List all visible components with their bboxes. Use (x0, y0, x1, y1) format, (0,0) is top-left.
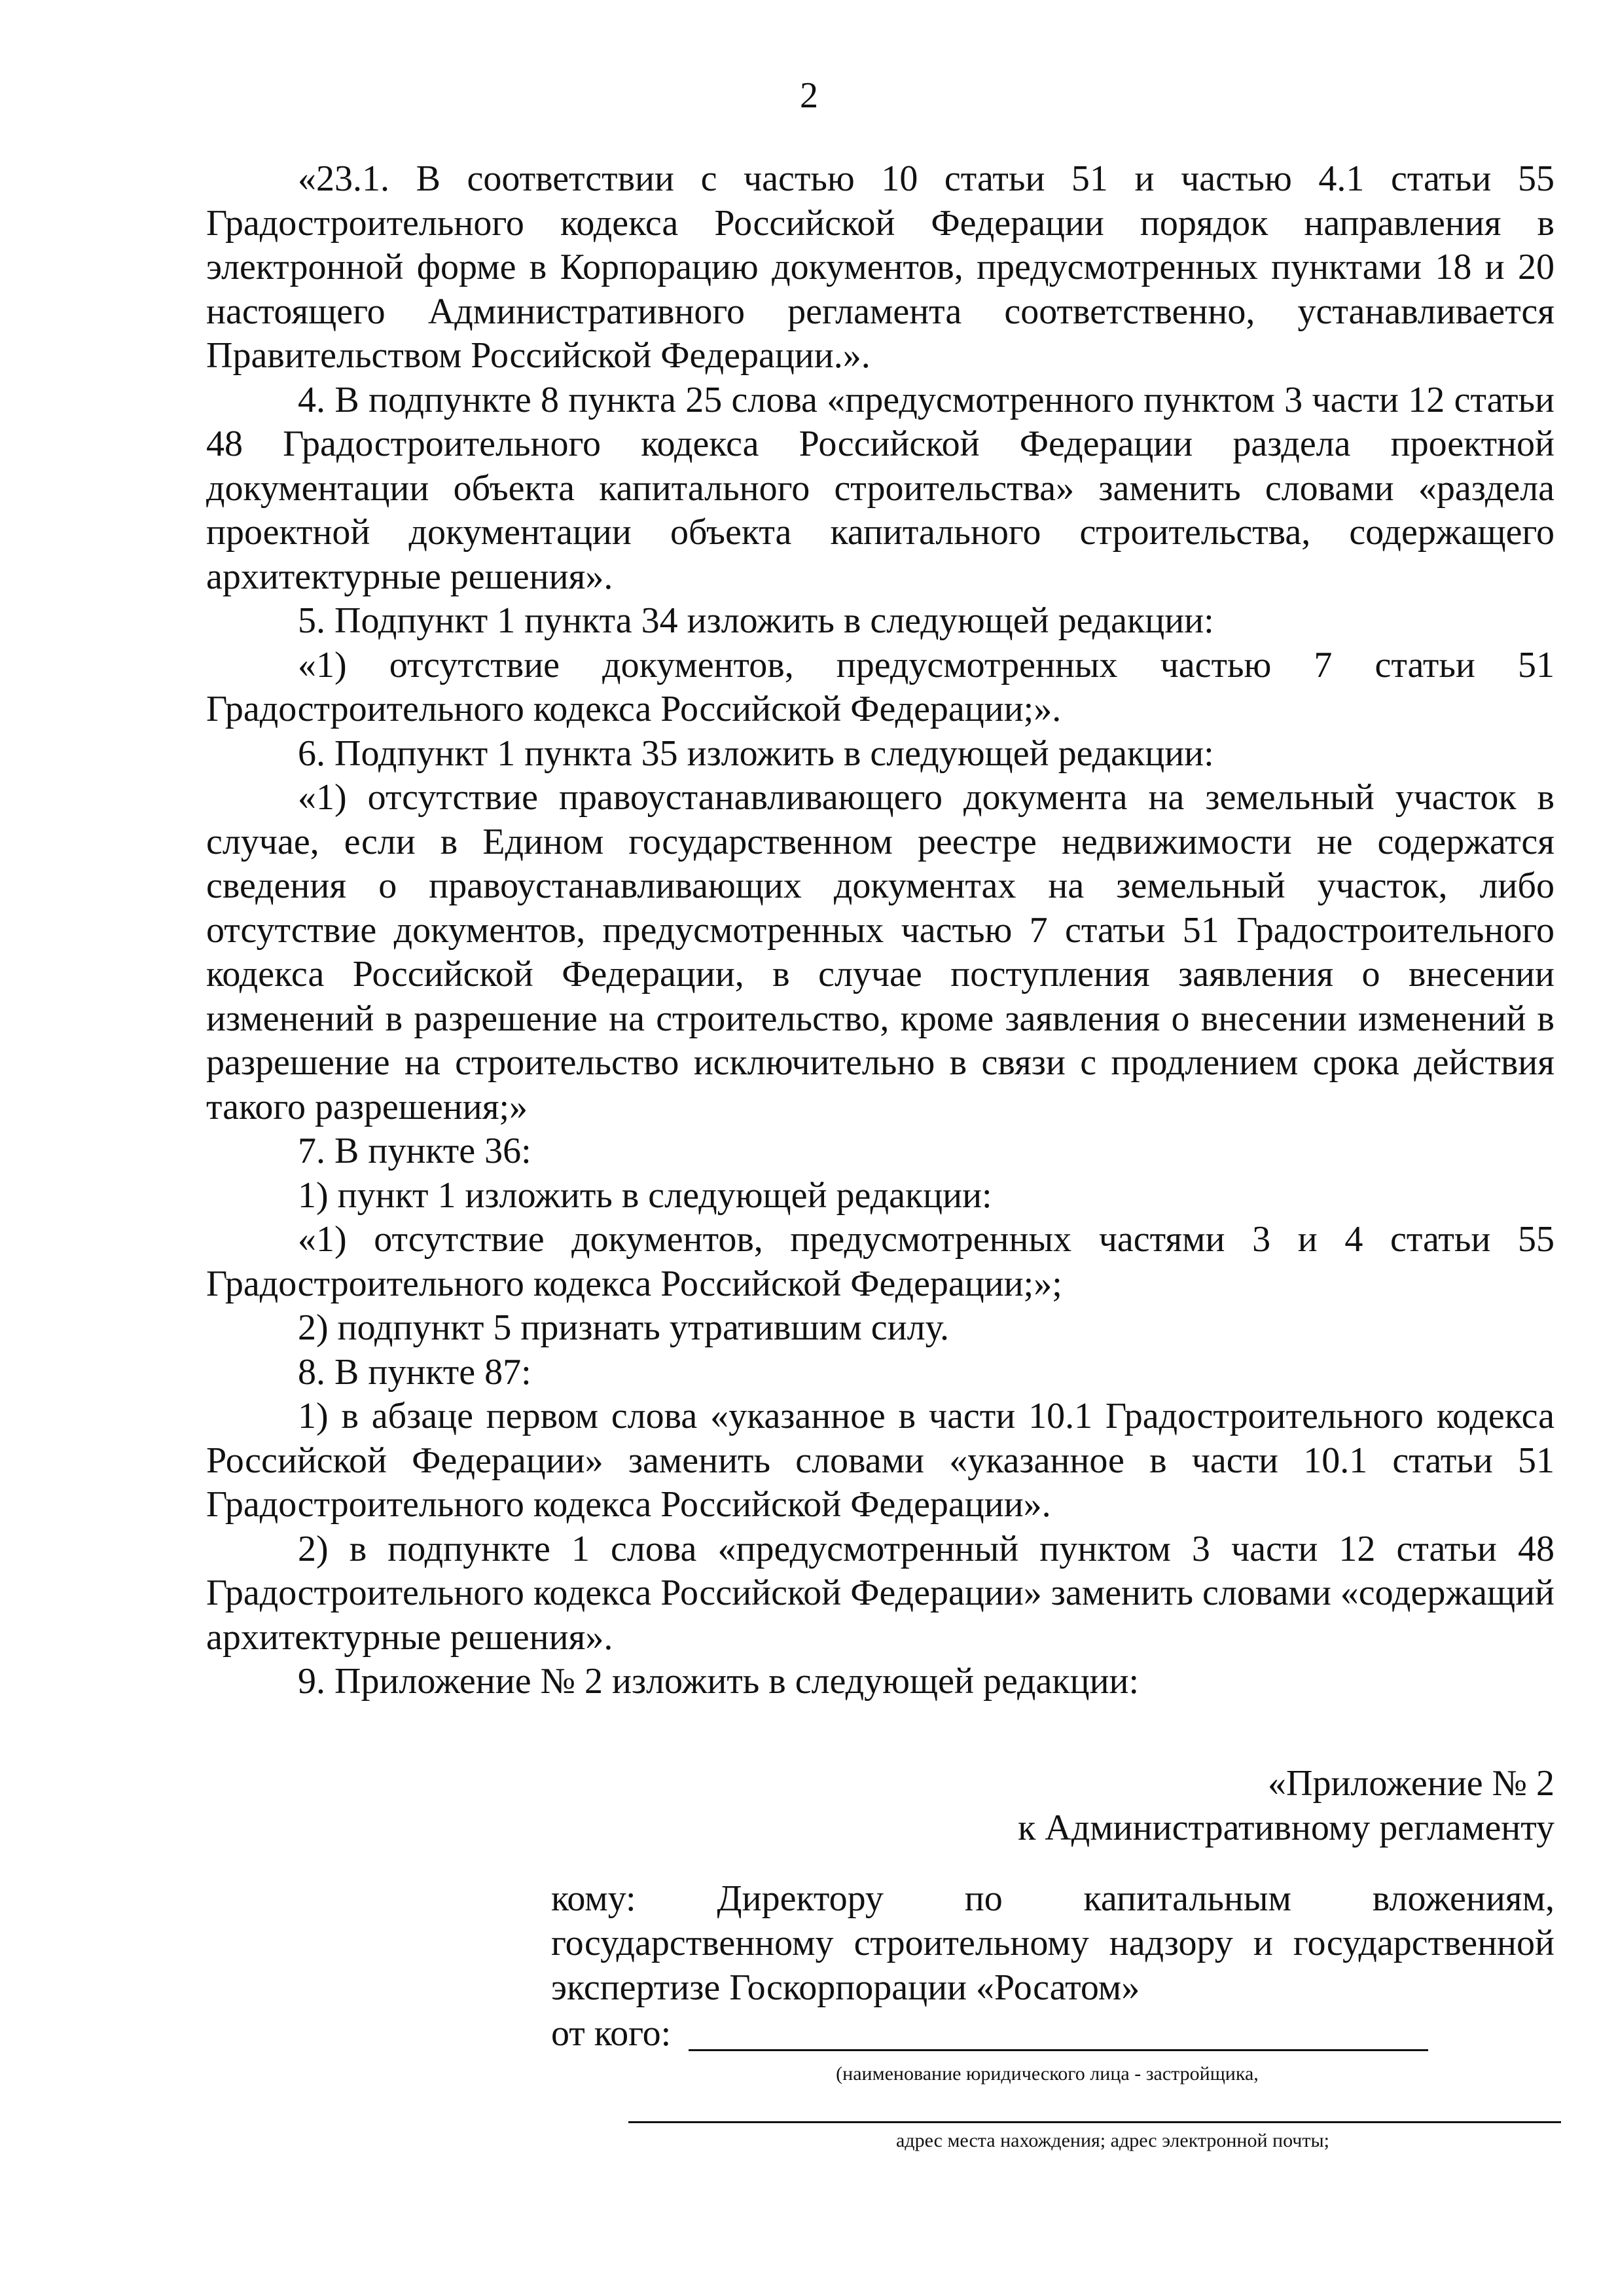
paragraph-item-7-1: 1) пункт 1 изложить в следующей редакции: (298, 1175, 992, 1216)
document-body (206, 157, 1555, 1704)
paragraph-item-9: 9. Приложение № 2 изложить в следующей редакции: (298, 1661, 1140, 1702)
paragraph-item-7-1-text: «1) отсутствие документов, предусмотренных частями 3 и 4 статьи 55 Градостроительного кодекса Российской Федерации;»; (206, 1219, 1555, 1304)
paragraph-item-6-text: «1) отсутствие правоустанавливающего документа на земельный участок в случае, если в Едином государственном реестре недвижимости не содержатся сведения о правоустанавливающих документах на земельный участок, либо отсутствие документов, предусмотренных частью 7 статьи 51 Градостроительного кодекса Российской Федерации, в случае поступления заявления о внесении изменений в разрешение на строительство, кроме заявления о внесении изменений в разрешение на строительство исключительно в связи с продлением срока действия такого разрешения;» (206, 777, 1555, 1127)
addressee: кому: Директору по капитальным вложениям, государственному строительному надзору и государственной экспертизе Госкорпорации «Росатом» (551, 1878, 1555, 2008)
paragraph-item-5: 5. Подпункт 1 пункта 34 изложить в следующей редакции: (298, 600, 1214, 641)
from-line (689, 2049, 1428, 2051)
paragraph-item-8: 8. В пункте 87: (298, 1351, 531, 1393)
from-label: от кого: (551, 2013, 672, 2054)
paragraph-item-7: 7. В пункте 36: (298, 1131, 531, 1171)
paragraph-item-4: 4. В подпункте 8 пункта 25 слова «предусмотренного пунктом 3 части 12 статьи 48 Градостроительного кодекса Российской Федерации раздела проектной документации объекта капитального строительства» заменить словами «раздела проектной документации объекта капитального строительства, содержащего архитектурные решения». (206, 379, 1555, 597)
paragraph-item-5-text: «1) отсутствие документов, предусмотренных частью 7 статьи 51 Градостроительного кодекса Российской Федерации;». (206, 644, 1555, 729)
address-line (628, 2121, 1561, 2123)
paragraph-23-1: «23.1. В соответствии с частью 10 статьи 51 и частью 4.1 статьи 55 Градостроительного кодекса Российской Федерации порядок направления в электронной форме в Корпорацию документов, предусмотренных пунктами 18 и 20 настоящего Административного регламента соответственно, устанавливается Правительством Российской Федерации.». (206, 158, 1555, 376)
appendix-title: «Приложение № 2 (1268, 1763, 1555, 1804)
appendix-subtitle: к Административному регламенту (1018, 1808, 1555, 1848)
from-row (551, 2011, 1533, 2058)
hint-legal-entity: (наименование юридического лица - застройщика, (836, 2063, 1259, 2085)
page-number: 2 (800, 75, 818, 116)
hint-address: адрес места нахождения; адрес электронной почты; (895, 2130, 1329, 2151)
paragraph-item-7-2: 2) подпункт 5 признать утратившим силу. (298, 1307, 949, 1348)
paragraph-item-8-1: 1) в абзаце первом слова «указанное в части 10.1 Градостроительного кодекса Российской Федерации» заменить словами «указанное в части 10.1 статьи 51 Градостроительного кодекса Российской Федерации». (206, 1396, 1555, 1525)
paragraph-item-6: 6. Подпункт 1 пункта 35 изложить в следующей редакции: (298, 733, 1214, 774)
paragraph-item-8-2: 2) в подпункте 1 слова «предусмотренный пунктом 3 части 12 статьи 48 Градостроительного кодекса Российской Федерации» заменить словами «содержащий архитектурные решения». (206, 1528, 1555, 1658)
